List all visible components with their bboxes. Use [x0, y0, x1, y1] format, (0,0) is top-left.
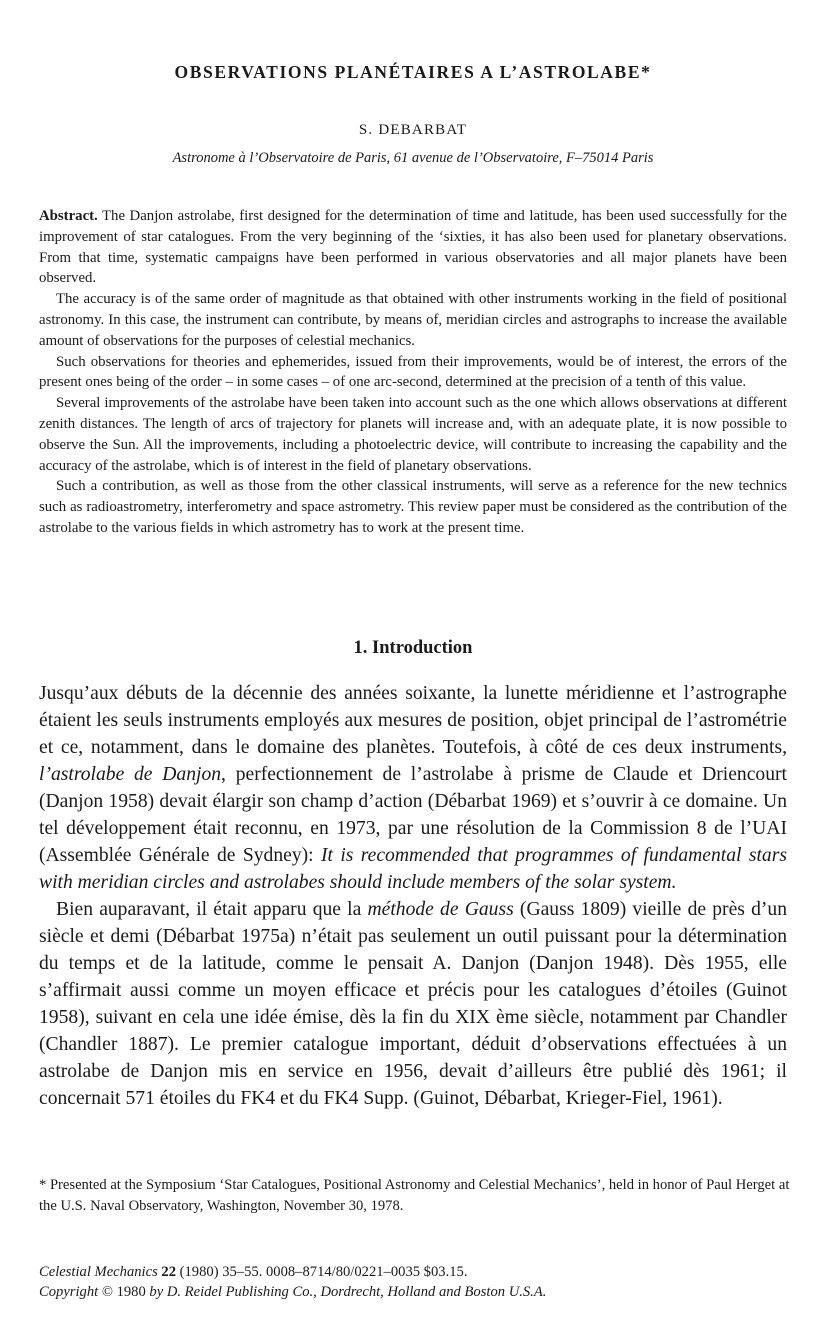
- abstract-paragraph: Such a contribution, as well as those from the other classical instruments, will serve as a reference for the new technics such as radioastrometry, interferometry and space astrometry. This review paper must be considered as the contribution of the astrolabe to the various fields in which astrometry has to work at the present time.: [39, 478, 787, 536]
- text-run: , perfectionnement de l’astrolabe à prisme de Claude et Driencourt (Danjon 1958) devait élargir son champ d’action (Débarbat 1969) et s’ouvrir à ce domaine. Un tel développement était reconnu, en 1973, par une résolution de la Commission 8 de l’UAI (Assemblée Générale de Sydney):: [39, 764, 787, 866]
- body-paragraph: [39, 680, 787, 896]
- footnote: * Presented at the Symposium ‘Star Catalogues, Positional Astronomy and Celestial Mechanics’, held in honor of Paul Herget at the U.S. Naval Observatory, Washington, November 30, 1978.: [39, 1177, 790, 1214]
- italic-run: méthode de Gauss: [367, 899, 514, 920]
- text-run: Jusqu’aux débuts de la décennie des années soixante, la lunette méridienne et l’astrographe étaient les seuls instruments employés aux mesures de position, objet principal de l’astrométrie et ce, notamment, dans le domaine des planètes. Toutefois, à côté de ces deux instruments,: [39, 683, 787, 758]
- copyright-line: [39, 1283, 799, 1303]
- abstract-text: The Danjon astrolabe, first designed for the determination of time and latitude, has been used successfully for the improvement of star catalogues. From the very beginning of the ‘sixties, it has also been used for planetary observations. From that time, systematic campaigns have been performed in various observatories and all major planets have been observed.: [39, 208, 787, 287]
- text-run: Bien auparavant, il était apparu que la: [56, 899, 368, 920]
- author-name: S. DEBARBAT: [358, 122, 468, 138]
- publisher-info: by D. Reidel Publishing Co., Dordrecht, Holland and Boston U.S.A.: [149, 1283, 547, 1300]
- journal-line: [39, 1263, 799, 1283]
- abstract-paragraph: [39, 206, 787, 289]
- text-run: (Gauss 1809) vieille de près d’un siècle et demi (Débarbat 1975a) n’était pas seulement un outil puissant pour la détermination du temps et de la latitude, comme le pensait A. Danjon (Danjon 1948). Dès 1955, elle s’affirmait aussi comme un moyen efficace et précis pour les catalogues d’étoiles (Guinot 1958), suivant en cela une idée émise, dès la fin du XIX ème siècle, notamment par Chandler (Chandler 1887). Le premier catalogue important, déduit d’observations effectuées à un astrolabe de Danjon mis en service en 1956, devait d’ailleurs être publié dès 1961; il concernait 571 étoiles du FK4 et du FK4 Supp. (Guinot, Débarbat, Krieger-Fiel, 1961).: [39, 899, 787, 1109]
- journal-volume: 22: [161, 1264, 176, 1280]
- section-heading: 1. Introduction: [353, 638, 473, 658]
- paper-title: OBSERVATIONS PLANÉTAIRES A L’ASTROLABE*: [174, 62, 652, 82]
- abstract-label: Abstract.: [39, 208, 98, 224]
- body-text: [39, 680, 787, 1112]
- journal-name: Celestial Mechanics: [39, 1264, 158, 1280]
- citation-block: [39, 1263, 799, 1302]
- copyright-label: Copyright: [39, 1283, 99, 1300]
- italic-run: l’astrolabe de Danjon: [39, 764, 222, 785]
- copyright-year: 1980: [112, 1283, 150, 1300]
- abstract-paragraph: Such observations for theories and ephemerides, issued from their improvements, would be of interest, the errors of the present ones being of the order – in some cases – of one arc-second, determined at the precision of a tenth of this value.: [39, 353, 787, 391]
- italic-quote: It is recommended that programmes of fundamental stars with meridian circles and astrolabes should include members of the solar system.: [39, 845, 787, 893]
- abstract: [39, 206, 787, 539]
- body-paragraph: [39, 896, 787, 1112]
- author-affiliation: Astronome à l’Observatoire de Paris, 61 avenue de l’Observatoire, F–75014 Paris: [172, 150, 654, 166]
- abstract-paragraph: The accuracy is of the same order of magnitude as that obtained with other instruments working in the field of positional astronomy. In this case, the instrument can contribute, by means of, meridian circles and astrographs to increase the available amount of observations for the purposes of celestial mechanics.: [39, 291, 787, 349]
- journal-details: (1980) 35–55. 0008–8714/80/0221–0035 $03.15.: [176, 1264, 468, 1280]
- abstract-paragraph: Several improvements of the astrolabe have been taken into account such as the one which allows observations at different zenith distances. The length of arcs of trajectory for planets will increase and, with an adequate plate, it is now possible to observe the Sun. All the improvements, including a photoelectric device, will contribute to increasing the capability and the accuracy of the astrolabe, which is of interest in the field of planetary observations.: [39, 395, 787, 474]
- copyright-icon: ©: [101, 1283, 113, 1300]
